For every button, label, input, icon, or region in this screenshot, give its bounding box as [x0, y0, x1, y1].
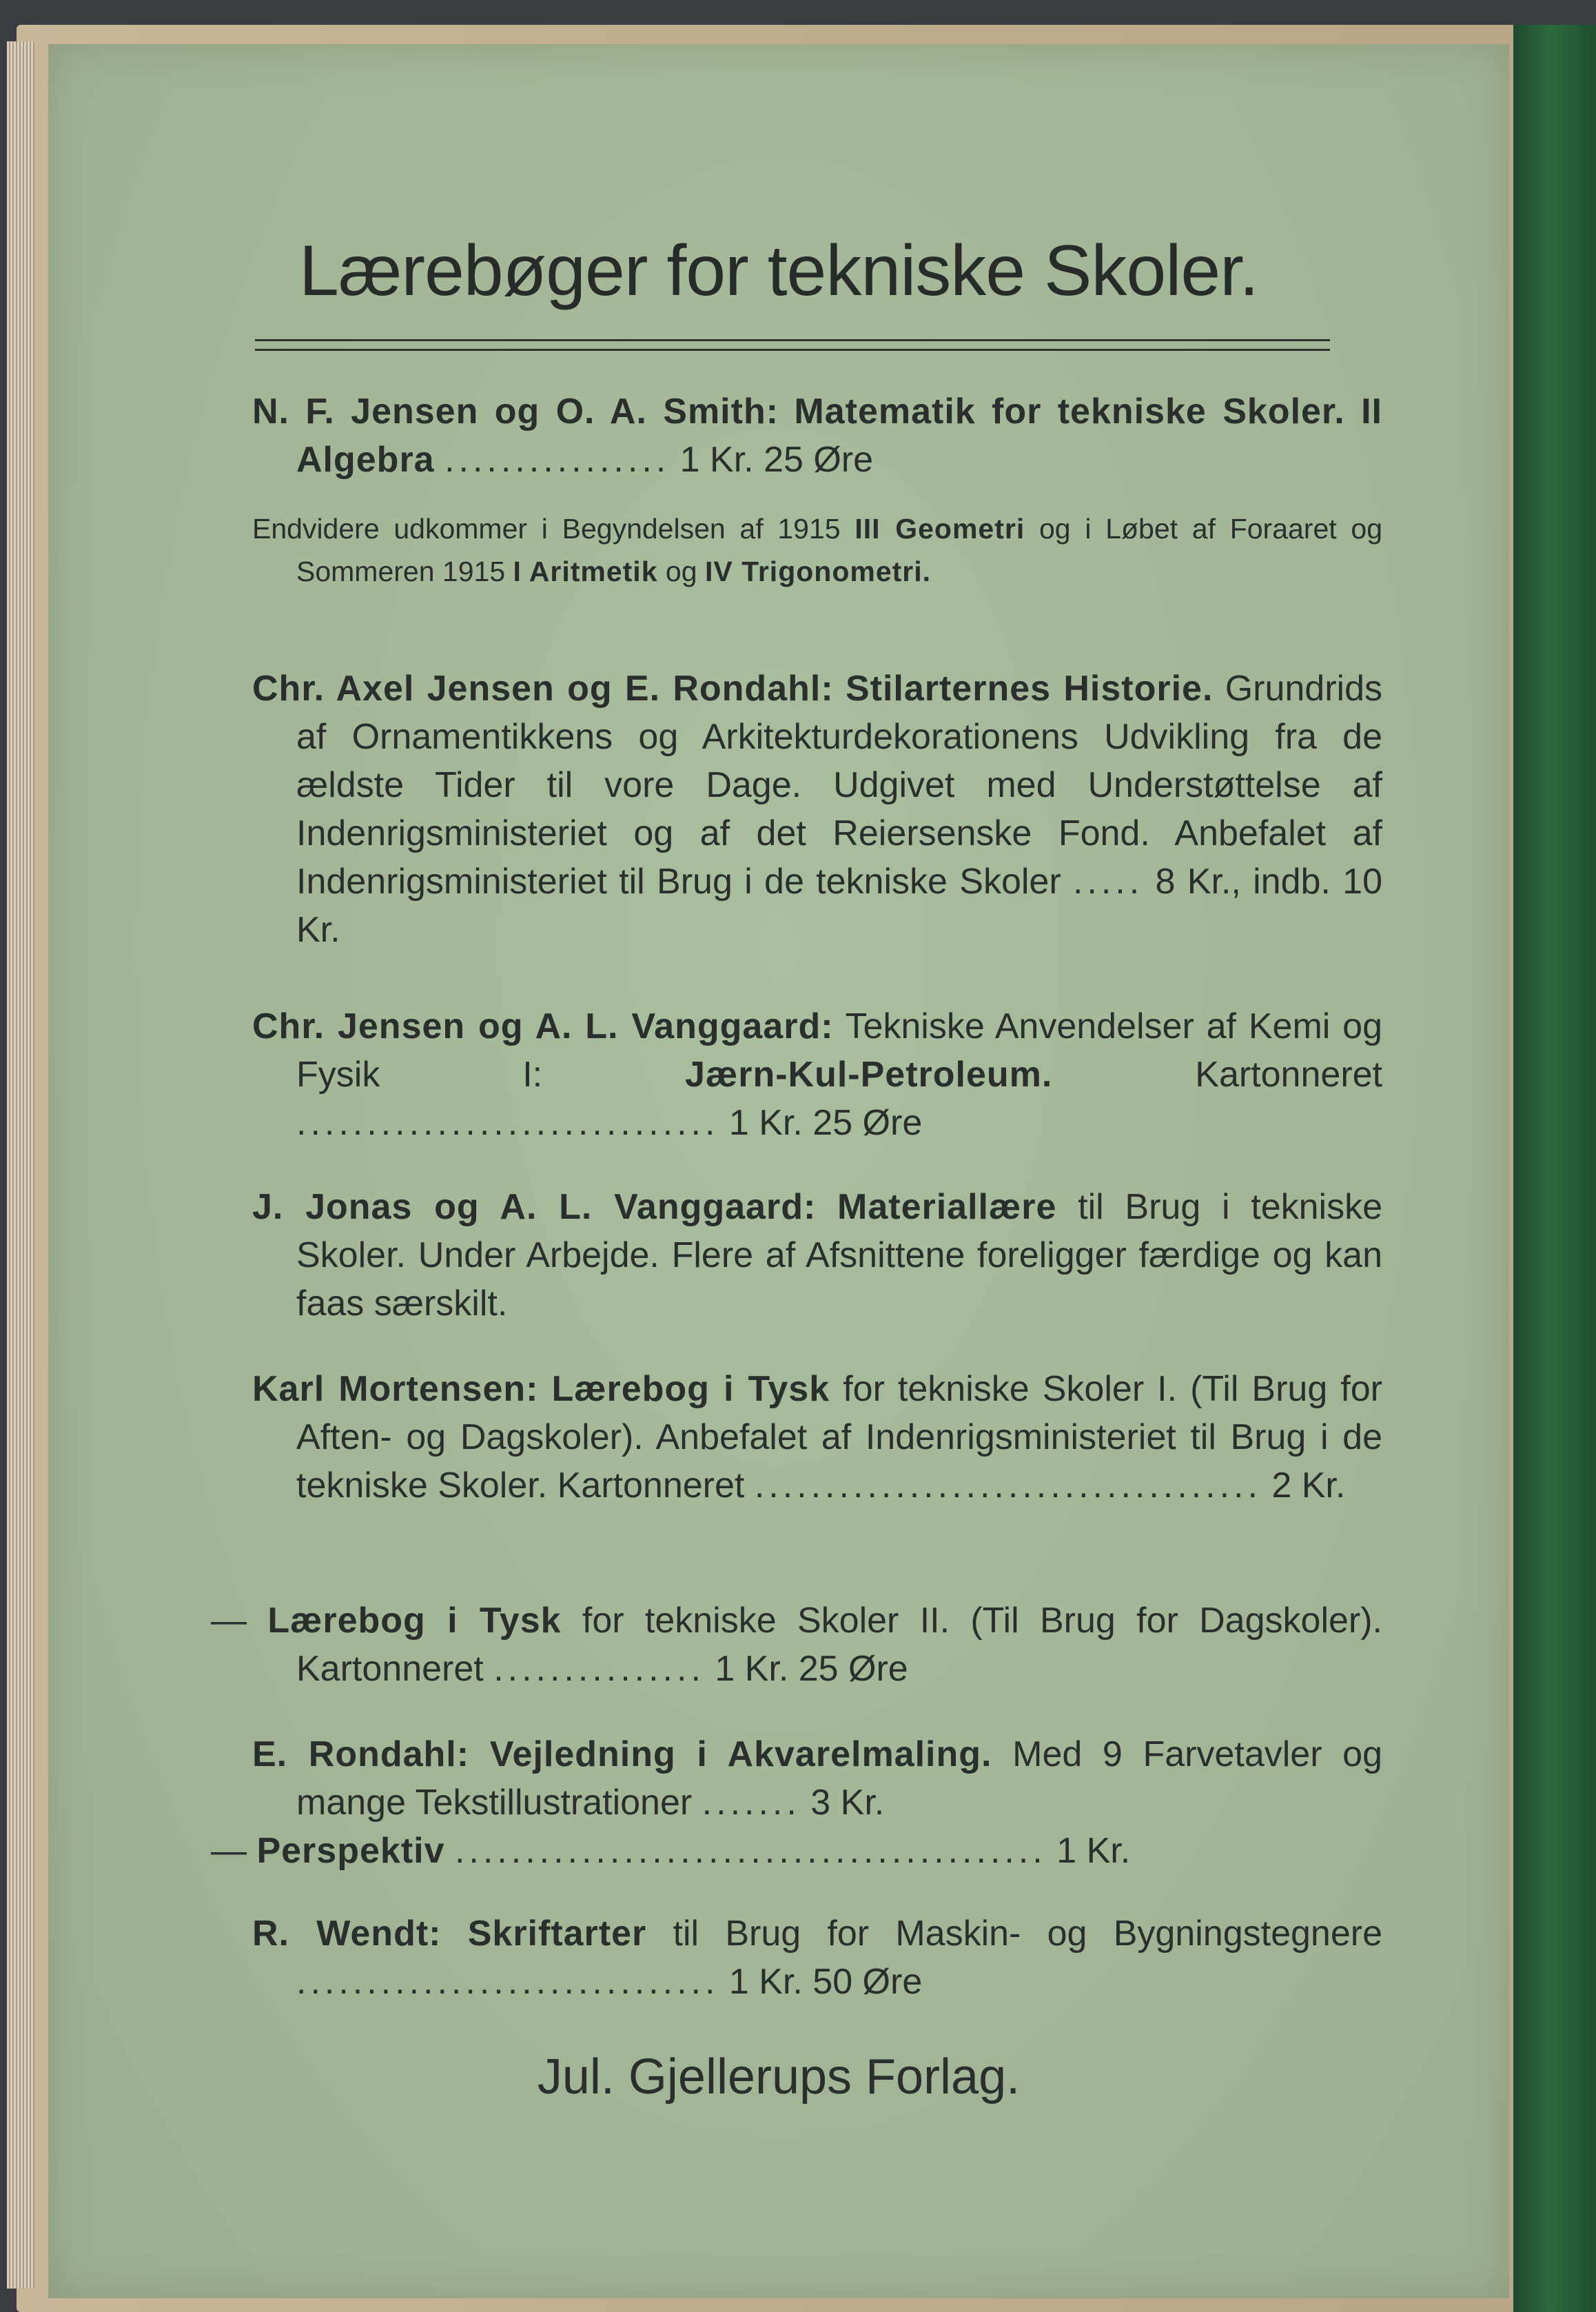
entry-matematik: [252, 387, 1382, 484]
entry-dash: —: [211, 1831, 247, 1871]
entry-tysk-1: [252, 1365, 1382, 1510]
leader-dots: ....................................: [754, 1466, 1262, 1505]
note-book-trigonometri: IV Trigonometri.: [704, 556, 932, 587]
leader-dots: .......: [702, 1783, 801, 1823]
entry-description: Grundrids af Ornamentikkens og Arkitekturdekorationens Udvikling fra de ældste Tider til vore Dage. Udgivet med Understøttelse af Indenrigsministeriet og af det Reiersenske Fond. Anbefalet af Indenrigsministeriet til Brug i de tekniske Skoler: [296, 669, 1383, 902]
entry-price: 1 Kr. 25 Øre: [728, 1103, 923, 1143]
entry-price: 1 Kr.: [1056, 1831, 1131, 1871]
leader-dots: ...............: [493, 1649, 705, 1689]
entry-authors: N. F. Jensen og O. A. Smith:: [252, 392, 779, 432]
note-book-geometri: III Geometri: [855, 513, 1025, 545]
note-text: og i Løbet af Foraaret og Sommeren 1915: [296, 513, 1383, 587]
leader-dots: .....: [1072, 862, 1144, 902]
entry-stilarternes: [252, 665, 1382, 954]
entry-authors: Chr. Jensen og A. L. Vanggaard:: [252, 1006, 834, 1046]
entry-authors: E. Rondahl:: [252, 1734, 470, 1774]
entry-price: 1 Kr. 50 Øre: [728, 1962, 923, 2002]
leader-dots: ................: [444, 440, 671, 480]
leader-dots: ..............................: [296, 1962, 719, 2002]
leader-dots: ..............................: [296, 1103, 719, 1143]
entry-authors: Karl Mortensen:: [252, 1369, 539, 1409]
entry-book-title: Skriftarter: [467, 1914, 647, 1954]
entry-book-title: Lærebog i Tysk: [267, 1601, 562, 1641]
entry-dash: —: [211, 1601, 247, 1641]
entry-description: til Brug i tekniske Skoler. Under Arbejde. Flere af Afsnittene foreligger færdige og kan faas særskilt.: [296, 1187, 1383, 1324]
entry-book-title: Jærn-Kul-Petroleum.: [685, 1055, 1053, 1095]
entry-authors: R. Wendt:: [252, 1914, 442, 1954]
entry-description: Tekniske Anvendelser af Kemi og Fysik I:: [296, 1006, 1382, 1095]
entry-price: 2 Kr.: [1271, 1466, 1346, 1505]
entry-description: Med 9 Farvetavler og mange Tekstillustrationer: [296, 1734, 1383, 1823]
note-text: Endvidere udkommer i Begyndelsen af 1915: [252, 513, 841, 545]
entry-book-title: Perspektiv: [256, 1831, 445, 1871]
entry-price: 3 Kr.: [810, 1783, 885, 1823]
entry-skriftarter: [252, 1909, 1382, 2006]
entry-description: for tekniske Skoler I. (Til Brug for Aften- og Dagskoler). Anbefalet af Indenrigsministeriet til Brug i de tekniske Skoler. Kartonneret: [296, 1369, 1382, 1505]
entry-authors: Chr. Axel Jensen og E. Rondahl:: [252, 669, 834, 709]
entry-price: 1 Kr. 25 Øre: [715, 1649, 908, 1689]
entry-description: for tekniske Skoler II. (Til Brug for Dagskoler). Kartonneret: [296, 1601, 1382, 1689]
book-spine: [1513, 25, 1596, 2312]
publisher-name: Jul. Gjellerups Forlag.: [537, 2049, 1021, 2105]
entry-price: 8 Kr., indb. 10 Kr.: [296, 862, 1383, 950]
entry-description: Kartonneret: [1195, 1055, 1382, 1095]
entry-tysk-2: [211, 1596, 1382, 1693]
entry-authors: J. Jonas og A. L. Vanggaard:: [252, 1187, 817, 1227]
entry-book-title: Vejledning i Akvarelmaling.: [489, 1734, 992, 1774]
entry-price: 1 Kr. 25 Øre: [679, 440, 874, 480]
note-book-aritmetik: I Aritmetik: [513, 556, 658, 587]
note-text: og: [665, 556, 697, 587]
cover-label-panel: [48, 44, 1509, 2298]
title-rule-top: [255, 339, 1330, 341]
title-rule-bottom: [255, 349, 1330, 351]
entry-perspektiv: [211, 1827, 1382, 1875]
page-title: Lærebøger for tekniske Skoler.: [299, 231, 1258, 311]
entry-materiallaere: [252, 1183, 1382, 1328]
entry-akvarel: [252, 1730, 1382, 1827]
entry-note: [252, 507, 1382, 593]
entry-book-title: Materiallære: [837, 1187, 1057, 1227]
entry-kemi: [252, 1002, 1382, 1147]
entry-book-title: Matematik for tekniske Skoler. II Algebra: [296, 392, 1382, 480]
entry-book-title: Lærebog i Tysk: [551, 1369, 830, 1409]
entry-book-title: Stilarternes Historie.: [845, 669, 1214, 709]
page-edges: [7, 41, 34, 2289]
leader-dots: ..........................................: [454, 1831, 1047, 1871]
entry-description: til Brug for Maskin- og Bygningstegnere: [673, 1914, 1382, 1954]
